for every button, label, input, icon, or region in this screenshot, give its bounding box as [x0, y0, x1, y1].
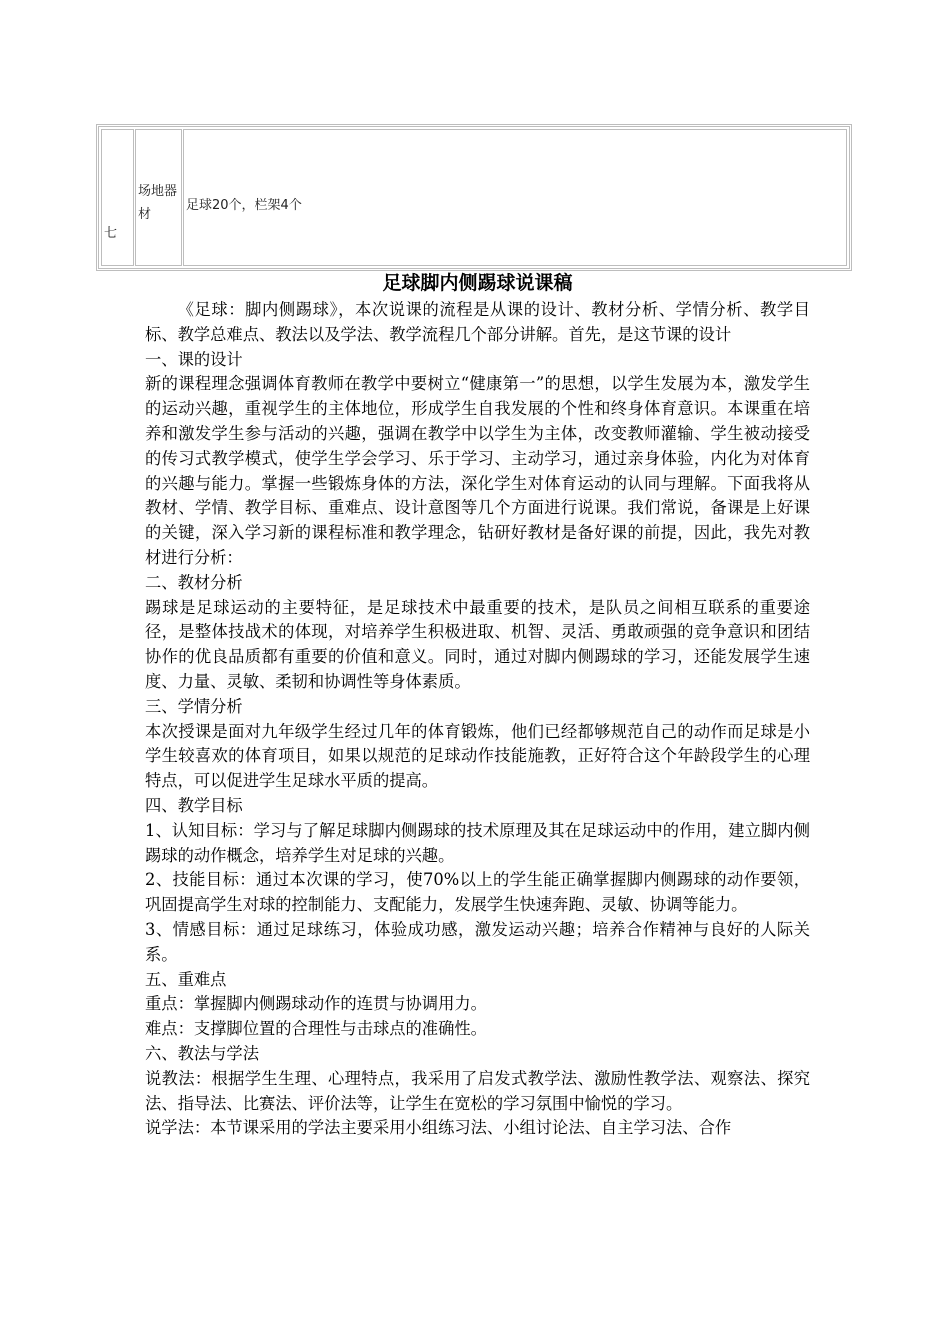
paragraph: 1、认知目标：学习与了解足球脚内侧踢球的技术原理及其在足球运动中的作用，建立脚内侧踢球的动作概念，培养学生对足球的兴趣。: [145, 820, 810, 865]
category-label: 场地器材: [138, 184, 178, 222]
row-number: 七: [104, 226, 118, 241]
equipment-text: 足球20个，栏架4个: [186, 198, 302, 213]
paragraph: 重点：掌握脚内侧踢球动作的连贯与协调用力。: [145, 994, 487, 1014]
document-body: [145, 268, 810, 1141]
section-heading: 二、教材分析: [145, 572, 243, 592]
paragraph: 2、技能目标：通过本次课的学习，使70%以上的学生能正确掌握脚内侧踢球的动作要领，巩固提高学生对球的控制能力、支配能力，发展学生快速奔跑、灵敏、协调等能力。: [145, 870, 810, 915]
paragraph: 踢球是足球运动的主要特征，是足球技术中最重要的技术，是队员之间相互联系的重要途径，是整体技战术的体现，对培养学生积极进取、机智、灵活、勇敢顽强的竞争意识和团结协作的优良品质都有重要的价值和意义。同时，通过对脚内侧踢球的学习，还能发展学生速度、力量、灵敏、柔韧和协调性等身体素质。: [145, 597, 810, 691]
paragraph: 说学法：本节课采用的学法主要采用小组练习法、小组讨论法、自主学习法、合作: [145, 1118, 732, 1138]
intro-paragraph: 《足球：脚内侧踢球》，本次说课的流程是从课的设计、教材分析、学情分析、教学目标、教学总难点、教法以及学法、教学流程几个部分讲解。首先，是这节课的设计: [145, 300, 810, 344]
paragraph: 本次授课是面对九年级学生经过几年的体育锻炼，他们已经都够规范自己的动作而足球是小学生较喜欢的体育项目，如果以规范的足球动作技能施教，正好符合这个年龄段学生的心理特点，可以促进学生足球水平质的提高。: [145, 721, 810, 791]
table-cell-content: [183, 129, 847, 266]
paragraph: 难点：支撑脚位置的合理性与击球点的准确性。: [145, 1019, 487, 1039]
table-cell-number: [101, 129, 134, 266]
equipment-table: [96, 124, 852, 271]
document-title: 足球脚内侧踢球说课稿: [382, 272, 573, 294]
section-heading: 四、教学目标: [145, 795, 243, 815]
section-heading: 六、教法与学法: [145, 1043, 259, 1063]
paragraph: 3、情感目标：通过足球练习，体验成功感，激发运动兴趣；培养合作精神与良好的人际关系。: [145, 919, 810, 964]
table-cell-category: [135, 129, 182, 266]
section-heading: 三、学情分析: [145, 696, 243, 716]
section-heading: 五、重难点: [145, 969, 227, 989]
paragraph: 说教法：根据学生生理、心理特点，我采用了启发式教学法、激励性教学法、观察法、探究法、指导法、比赛法、评价法等，让学生在宽松的学习氛围中愉悦的学习。: [145, 1068, 810, 1113]
paragraph: 新的课程理念强调体育教师在教学中要树立“健康第一”的思想，以学生发展为本，激发学生的运动兴趣，重视学生的主体地位，形成学生自我发展的个性和终身体育意识。本课重在培养和激发学生参与活动的兴趣，强调在教学中以学生为主体，改变教师灌输、学生被动接受的传习式教学模式，使学生学会学习、乐于学习、主动学习，通过亲身体验，内化为对体育的兴趣与能力。掌握一些锻炼身体的方法，深化学生对体育运动的认同与理解。下面我将从教材、学情、教学目标、重难点、设计意图等几个方面进行说课。我们常说，备课是上好课的关键，深入学习新的课程标准和教学理念，钻研好教材是备好课的前提，因此，我先对教材进行分析：: [145, 374, 810, 567]
section-heading: 一、课的设计: [145, 349, 243, 369]
